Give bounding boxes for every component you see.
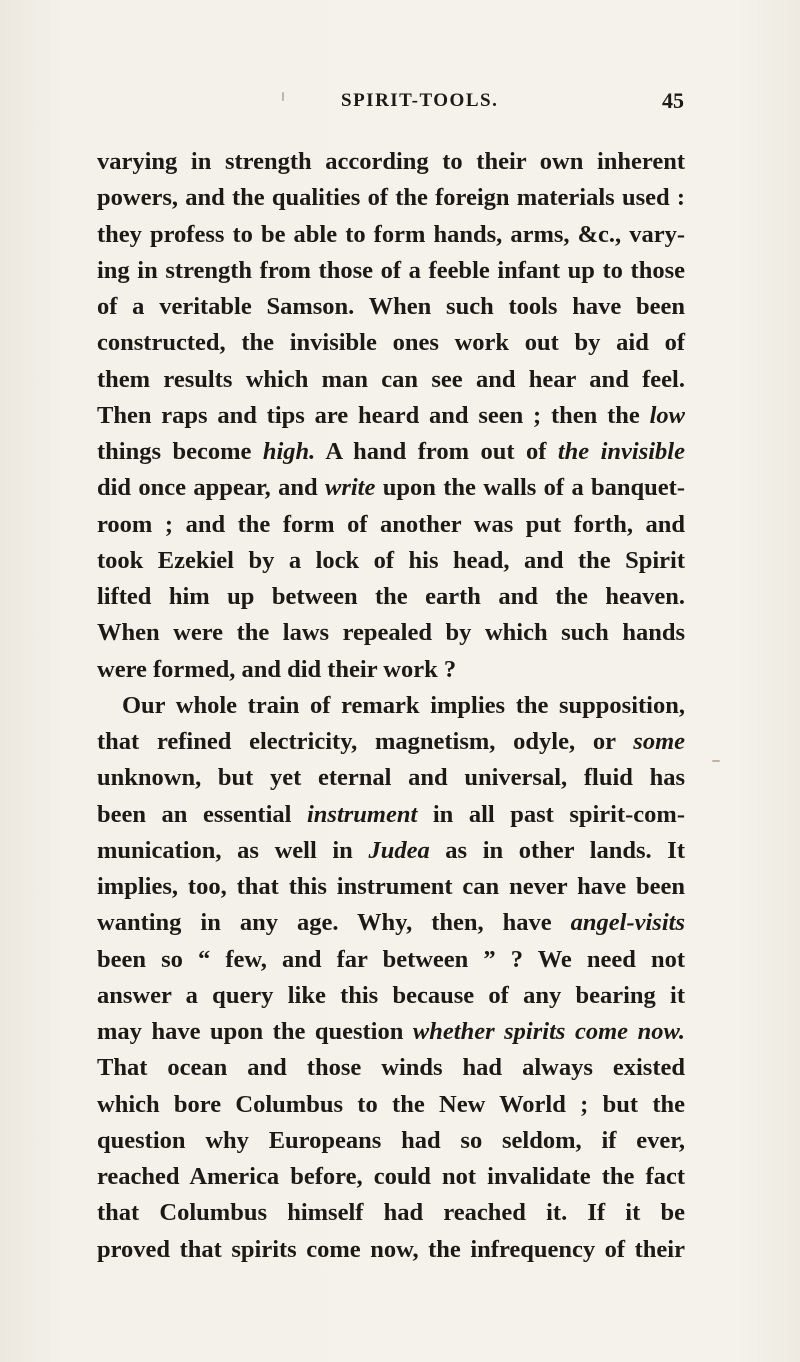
text-line: which bore Columbus to the New World ; but the: [97, 1090, 685, 1118]
text-line: varying in strength according to their own inherent: [97, 148, 685, 175]
text-line: took Ezekiel by a lock of his head, and the Spirit: [97, 546, 685, 574]
text-line: been so “ few, and far between ” ? We need not: [97, 945, 685, 973]
text-line: powers, and the qualities of the foreign materials used :: [97, 184, 685, 212]
text-line: implies, too, that this instrument can never have been: [97, 873, 685, 900]
body-text: [97, 144, 685, 1268]
text-line: munication, as well in Judea as in other lands. It: [97, 836, 685, 864]
text-line: that Columbus himself had reached it. If it be: [97, 1199, 685, 1227]
text-line: unknown, but yet eternal and universal, fluid has: [97, 764, 685, 792]
paper-speck: [282, 92, 284, 101]
text-line: wanting in any age. Why, then, have angel-visits: [97, 909, 685, 937]
text-line: constructed, the invisible ones work out by aid of: [97, 329, 685, 357]
text-line: were formed, and did their work ?: [97, 655, 457, 683]
text-line: question why Europeans had so seldom, if ever,: [97, 1126, 685, 1154]
text-line: answer a query like this because of any bearing it: [97, 981, 685, 1009]
paper-speck: [712, 760, 720, 762]
text-line: reached America before, could not invalidate the fact: [97, 1163, 685, 1190]
text-line: proved that spirits come now, the infrequency of their: [97, 1235, 685, 1263]
text-line: that refined electricity, magnetism, odyle, or some: [97, 728, 685, 755]
text-line: may have upon the question whether spirits come now.: [97, 1018, 685, 1045]
text-line: When were the laws repealed by which such hands: [97, 619, 685, 647]
text-line: did once appear, and write upon the walls of a banquet-: [97, 474, 686, 502]
text-line: Then raps and tips are heard and seen ; then the low: [97, 401, 685, 429]
text-line: been an essential instrument in all past spirit-com-: [97, 800, 685, 828]
page-header: [0, 88, 800, 120]
text-line: they profess to be able to form hands, arms, &c., vary-: [97, 220, 685, 248]
text-line: ing in strength from those of a feeble infant up to those: [97, 256, 685, 284]
text-line: Our whole train of remark implies the supposition,: [122, 691, 685, 719]
text-line: That ocean and those winds had always existed: [97, 1054, 685, 1082]
text-line: lifted him up between the earth and the heaven.: [97, 583, 685, 610]
text-line: room ; and the form of another was put forth, and: [97, 510, 685, 538]
page-number: 45: [662, 88, 684, 113]
text-line: them results which man can see and hear and feel.: [97, 365, 685, 393]
text-line: of a veritable Samson. When such tools have been: [97, 293, 685, 320]
text-line: things become high. A hand from out of the invisible: [97, 438, 685, 465]
running-head: SPIRIT-TOOLS.: [341, 90, 499, 111]
